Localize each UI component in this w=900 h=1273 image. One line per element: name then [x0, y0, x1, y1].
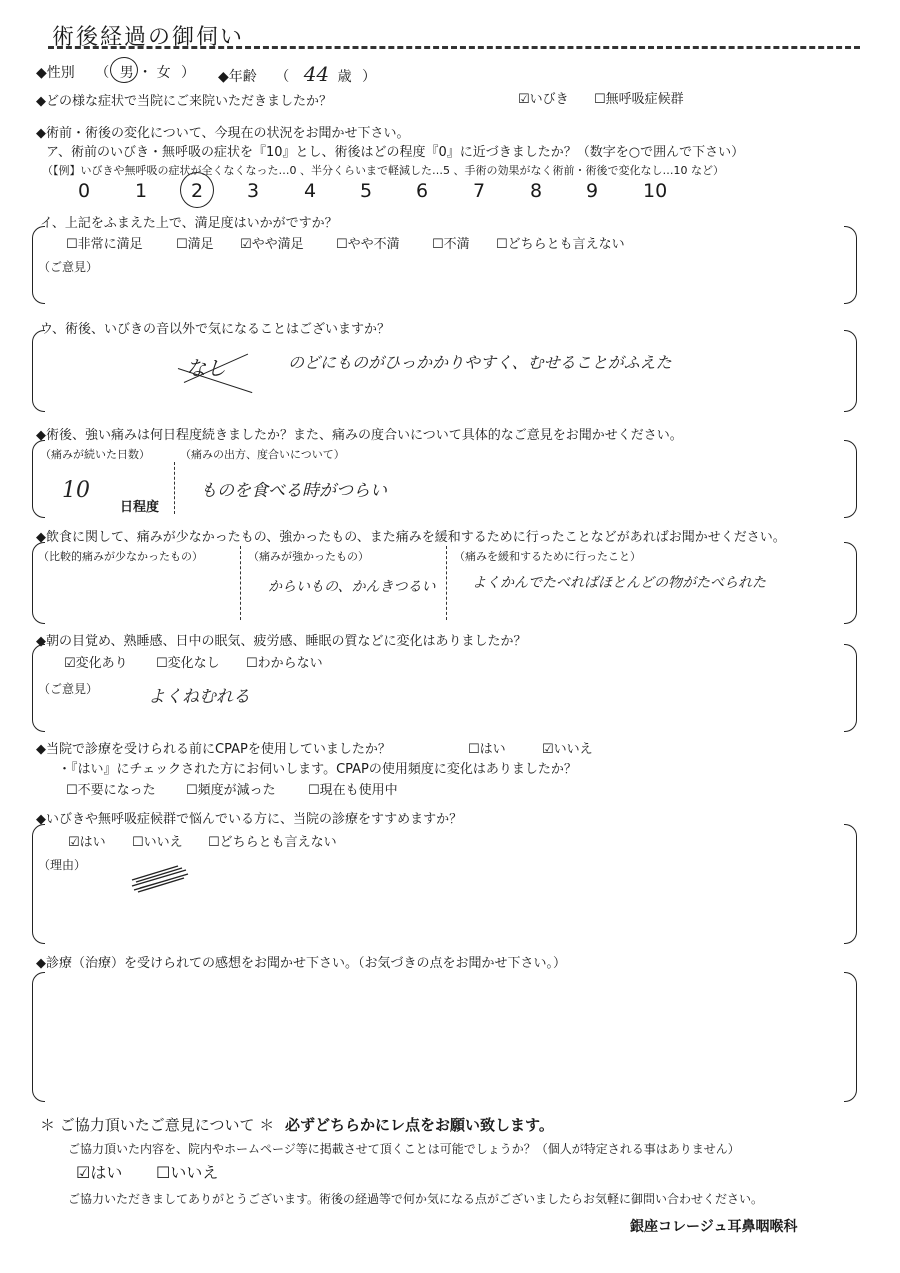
gender-open: （ [95, 65, 110, 81]
satisfaction-opinion-label: （ご意見） [38, 260, 99, 274]
sleep-opt-unknown[interactable]: ☐わからない [246, 656, 323, 671]
other-answer[interactable]: のどにものがひっかかりやすく、むせることがふえた [288, 353, 672, 372]
food-relief-answer[interactable]: よくかんでたべればほとんどの物がたべられた [472, 575, 766, 591]
pain-days-label: （痛みが続いた日数） [40, 448, 150, 461]
satisfaction-opt-satisfied[interactable]: ☐満足 [176, 237, 214, 252]
other-bracket-right [844, 330, 857, 412]
age-row [218, 62, 376, 86]
male-circle-mark [110, 57, 138, 83]
pain-degree-answer[interactable]: ものを食べる時がつらい [200, 481, 387, 501]
scale-4[interactable]: 4 [304, 180, 317, 202]
gender-close: ） [181, 65, 196, 81]
footer-publish-yes[interactable]: ☑はい [76, 1163, 123, 1182]
food-divider-2 [446, 546, 447, 620]
cpap-sub-text: ・『はい』にチェックされた方にお伺いします。CPAPの使用頻度に変化はありましたか？ [58, 762, 577, 777]
sleep-opt-changed[interactable]: ☑変化あり [64, 656, 128, 671]
recommend-opt-no[interactable]: ☐いいえ [132, 835, 183, 850]
q-satisfaction-text: イ、上記をふまえた上で、満足度はいかがですか？ [40, 216, 338, 231]
scale-0[interactable]: 0 [78, 180, 91, 202]
q-symptom-text: ◆どの様な症状で当院にご来院いただきましたか？ [36, 94, 332, 109]
pain-bracket-right [844, 440, 857, 518]
recommend-opt-yes[interactable]: ☑はい [68, 835, 106, 850]
sleep-answer[interactable]: よくねむれる [148, 687, 250, 707]
age-open: （ [275, 69, 290, 85]
food-high-answer[interactable]: からいもの、かんきつるい [268, 579, 436, 595]
age-close: ） [362, 69, 377, 85]
age-value[interactable]: 44 [303, 62, 330, 86]
cpap-sub-opt-reduced[interactable]: ☐頻度が減った [186, 783, 276, 798]
symptom-option-apnea[interactable]: ☐無呼吸症候群 [594, 92, 684, 107]
age-label: ◆年齢 [218, 69, 257, 85]
title-divider [48, 46, 860, 49]
cpap-sub-opt-still-using[interactable]: ☐現在も使用中 [308, 783, 398, 798]
satisfaction-opt-neutral[interactable]: ☐どちらとも言えない [496, 237, 625, 252]
sleep-bracket-right [844, 644, 857, 732]
cpap-sub-opt-unneeded[interactable]: ☐不要になった [66, 783, 156, 798]
sleep-opt-unchanged[interactable]: ☐変化なし [156, 656, 220, 671]
scale-6[interactable]: 6 [416, 180, 429, 202]
clinic-name: 銀座コレージュ耳鼻咽喉科 [630, 1219, 798, 1235]
pain-divider [174, 462, 175, 514]
satisfaction-opt-somewhat[interactable]: ☑やや満足 [240, 237, 304, 252]
footer-publish-no[interactable]: ☐いいえ [156, 1163, 219, 1182]
gender-dot: ・ [138, 65, 153, 81]
gender-label: ◆性別 [36, 65, 75, 81]
q-impression-text: ◆診療（治療）を受けられての感想をお聞かせ下さい。（お気づきの点をお聞かせ下さい。） [36, 956, 566, 971]
footer-note1-bold: 必ずどちらかにレ点をお願い致します。 [285, 1116, 554, 1134]
cpap-no[interactable]: ☑いいえ [542, 742, 593, 757]
symptom-option-snoring[interactable]: ☑いびき [518, 92, 569, 107]
q-pain-text: ◆術後、強い痛みは何日程度続きましたか？また、痛みの度合いについて具体的なご意見をお聞かせください。 [36, 428, 683, 443]
impression-bracket-right [844, 972, 857, 1102]
scale-8[interactable]: 8 [530, 180, 543, 202]
other-answer-struck: なし [186, 356, 226, 380]
gender-female[interactable]: 女 [156, 65, 171, 81]
scale-9[interactable]: 9 [586, 180, 599, 202]
footer-note2: ご協力頂いた内容を、院内やホームページ等に掲載させて頂くことは可能でしょうか？（個人が特定される事はありません） [68, 1142, 740, 1156]
footer-thanks: ご協力いただきましてありがとうございます。術後の経過等で何か気になる点がございましたらお気軽に御問い合わせください。 [68, 1192, 764, 1206]
scale-1[interactable]: 1 [135, 180, 148, 202]
q-recommend-text: ◆いびきや無呼吸症候群で悩んでいる方に、当院の診療をすすめますか？ [36, 812, 463, 827]
scale-selected-circle [180, 172, 214, 208]
pain-days-value[interactable]: 10 [62, 478, 90, 503]
scale-10[interactable]: 10 [643, 180, 668, 202]
scale-5[interactable]: 5 [360, 180, 373, 202]
other-bracket-left [32, 330, 45, 412]
pain-degree-label: （痛みの出方、度合いについて） [180, 448, 345, 461]
gender-male-label: 男 [119, 65, 134, 81]
pain-days-unit: 日程度 [120, 500, 160, 515]
food-bracket-right [844, 542, 857, 624]
footer-note1-text: ＊ ご協力頂いたご意見について ＊ [40, 1116, 275, 1134]
recommend-opt-neutral[interactable]: ☐どちらとも言えない [208, 835, 337, 850]
q-cpap-text: ◆当院で診療を受けられる前にCPAPを使用していましたか？ [36, 742, 391, 757]
impression-bracket-left [32, 972, 45, 1102]
satisfaction-bracket-right [844, 226, 857, 304]
age-unit: 歳 [337, 69, 352, 85]
q-change-text: ◆術前・術後の変化について、今現在の状況をお聞かせ下さい。 [36, 126, 410, 141]
q-change-example: （【例】いびきや無呼吸の症状が全くなくなった…0 、半分くらいまで軽減した…5 、手術の効果がなく術前・術後で変化なし…10 など） [42, 164, 724, 177]
cpap-yes[interactable]: ☐はい [468, 742, 506, 757]
scale-2[interactable]: 2 [191, 180, 204, 202]
scale-7[interactable]: 7 [473, 180, 486, 202]
recommend-bracket-right [844, 824, 857, 944]
q-change-sub-a: ア、術前のいびき・無呼吸の症状を『10』とし、術後はどの程度『0』に近づきましたか？（数字を○で囲んで下さい） [46, 145, 745, 160]
food-high-label: （痛みが強かったもの） [248, 550, 369, 563]
satisfaction-opt-somewhat-dissatisfied[interactable]: ☐やや不満 [336, 237, 400, 252]
scribble-mark [128, 864, 192, 894]
scale-3[interactable]: 3 [247, 180, 260, 202]
recommend-reason-label: （理由） [38, 858, 87, 872]
food-relief-label: （痛みを緩和するために行ったこと） [454, 550, 641, 563]
q-food-text: ◆飲食に関して、痛みが少なかったもの、強かったもの、また痛みを緩和するために行ったことなどがあればお聞かせください。 [36, 530, 786, 545]
page-title: 術後経過の御伺い [52, 25, 245, 50]
sleep-opinion-label: （ご意見） [38, 682, 99, 696]
recommend-bracket-left [32, 824, 45, 944]
food-low-label: （比較的痛みが少なかったもの） [38, 550, 203, 563]
satisfaction-opt-dissatisfied[interactable]: ☐不満 [432, 237, 470, 252]
q-other-text: ウ、術後、いびきの音以外で気になることはございますか？ [40, 322, 390, 337]
food-divider-1 [240, 546, 241, 620]
satisfaction-opt-very[interactable]: ☐非常に満足 [66, 237, 143, 252]
q-sleep-text: ◆朝の目覚め、熟睡感、日中の眠気、疲労感、睡眠の質などに変化はありましたか？ [36, 634, 527, 649]
footer-note1 [40, 1114, 554, 1135]
